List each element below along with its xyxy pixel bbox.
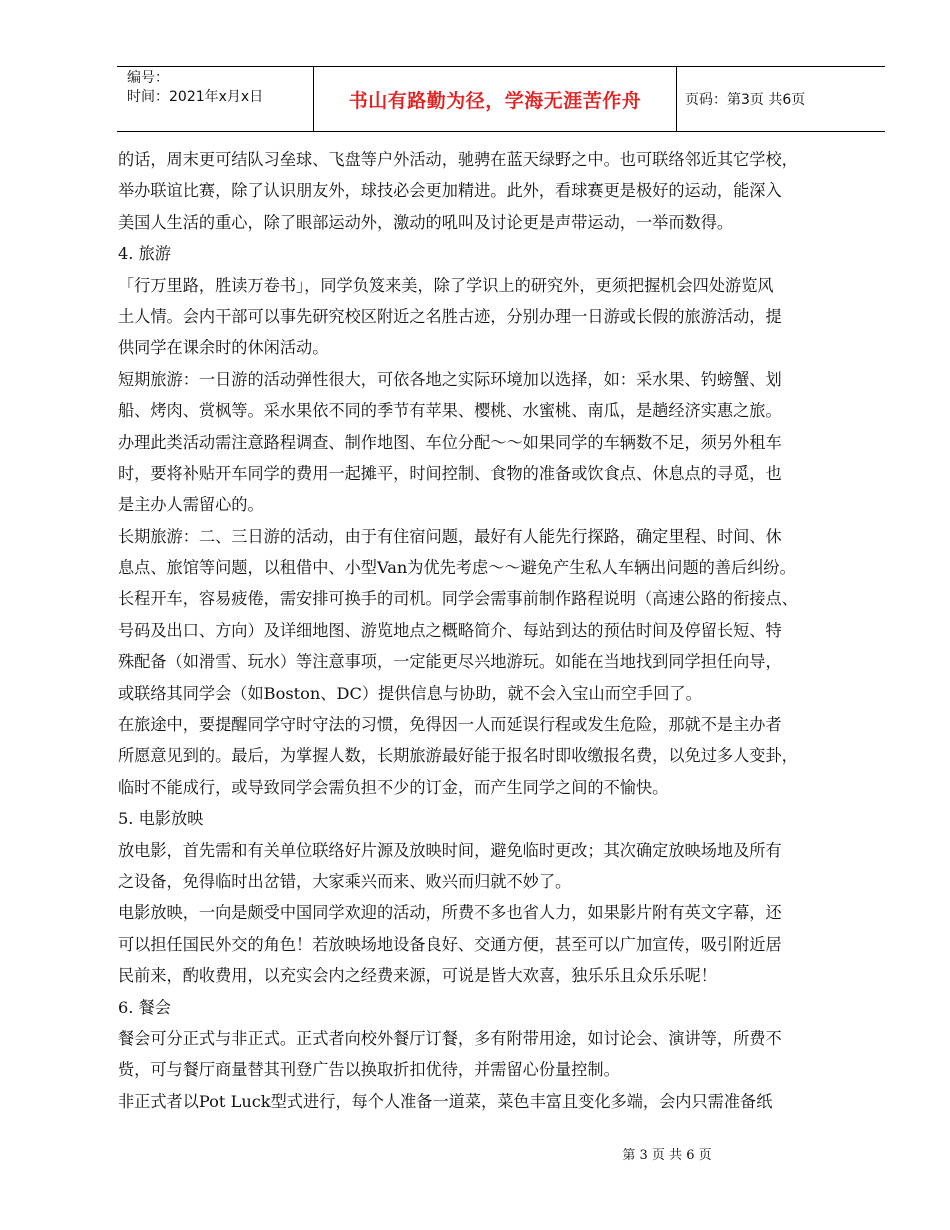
body-text-line: 短期旅游：一日游的活动弹性很大，可依各地之实际环境加以选择，如：采水果、钓螃蟹、划 [118, 369, 782, 389]
page-header [117, 66, 885, 132]
body-text-line: 美国人生活的重心，除了眼部运动外，激动的吼叫及讨论更是声带运动，一举而数得。 [118, 212, 734, 232]
header-page-code-cell [677, 67, 885, 131]
document-time-label: 时间：2021年x月x日 [127, 89, 264, 105]
body-text-line: 或联络其同学会（如Boston、DC）提供信息与协助，就不会入宝山而空手回了。 [118, 683, 702, 703]
body-text-line: 办理此类活动需注意路程调查、制作地图、车位分配～～如果同学的车辆数不足，须另外租车 [118, 432, 782, 452]
body-text-line: 4. 旅游 [118, 244, 171, 264]
body-text-line: 所愿意见到的。最后，为掌握人数，长期旅游最好能于报名时即收缴报名费，以免过多人变卦， [118, 746, 798, 766]
body-text-line: 非正式者以Pot Luck型式进行，每个人准备一道菜，菜色丰富且变化多端，会内只需准备纸 [118, 1091, 773, 1111]
document-number-label: 编号： [127, 70, 169, 86]
body-text-line: 长期旅游：二、三日游的活动，由于有住宿问题，最好有人能先行探路，确定里程、时间、休 [118, 526, 782, 546]
body-text-line: 殊配备（如滑雪、玩水）等注意事项，一定能更尽兴地游玩。如能在当地找到同学担任向导， [118, 652, 782, 672]
body-text-line: 息点、旅馆等问题，以租借中、小型Van为优先考虑～～避免产生私人车辆出问题的善后纠纷。 [118, 558, 796, 578]
body-text-line: 可以担任国民外交的角色！若放映场地设备良好、交通方便，甚至可以广加宣传，吸引附近居 [118, 934, 782, 954]
body-text-line: 电影放映，一向是颇受中国同学欢迎的活动，所费不多也省人力，如果影片附有英文字幕，还 [118, 903, 782, 923]
body-text-line: 举办联谊比赛，除了认识朋友外，球技必会更加精进。此外，看球赛更是极好的运动，能深入 [118, 181, 782, 201]
body-text-line: 时，要将补贴开车同学的费用一起摊平，时间控制、食物的准备或饮食点、休息点的寻觅，也 [118, 463, 782, 483]
body-text-line: 放电影，首先需和有关单位联络好片源及放映时间，避免临时更改；其次确定放映场地及所有 [118, 840, 782, 860]
body-text-line: 在旅途中，要提醒同学守时守法的习惯，免得因一人而延误行程或发生危险，那就不是主办者 [118, 715, 782, 735]
body-text-line: 「行万里路，胜读万卷书」，同学负笈来美，除了学识上的研究外，更须把握机会四处游览风 [118, 275, 774, 295]
body-text-line: 5. 电影放映 [118, 809, 204, 829]
body-text-line: 的话，周末更可结队习垒球、飞盘等户外活动，驰骋在蓝天绿野之中。也可联络邻近其它学校， [118, 150, 798, 169]
body-text-line: 6. 餐会 [118, 997, 171, 1017]
body-text-line: 供同学在课余时的休闲活动。 [118, 338, 329, 358]
header-motto-cell [313, 67, 677, 131]
body-text-line: 民前来，酌收费用，以充实会内之经费来源，可说是皆大欢喜，独乐乐且众乐乐呢！ [118, 966, 717, 986]
body-text-line: 餐会可分正式与非正式。正式者向校外餐厅订餐，多有附带用途，如讨论会、演讲等，所费不 [118, 1028, 782, 1048]
body-text-line: 长程开车，容易疲倦，需安排可换手的司机。同学会需事前制作路程说明（高速公路的衔接点、 [118, 589, 798, 609]
document-body [118, 144, 884, 1117]
page-footer: 第 3 页 共 6 页 [622, 1148, 712, 1163]
body-text-line: 号码及出口、方向）及详细地图、游览地点之概略简介、每站到达的预估时间及停留长短、特 [118, 620, 782, 640]
body-text-line: 船、烤肉、赏枫等。采水果依不同的季节有苹果、樱桃、水蜜桃、南瓜，是趟经济实惠之旅。 [118, 401, 782, 421]
body-text-line: 是主办人需留心的。 [118, 495, 264, 515]
body-text-line: 土人情。会内干部可以事先研究校区附近之名胜古迹，分别办理一日游或长假的旅游活动，提 [118, 306, 782, 326]
body-text-line: 之设备，免得临时出岔错，大家乘兴而来、败兴而归就不妙了。 [118, 871, 572, 891]
body-text-line: 临时不能成行，或导致同学会需负担不少的订金，而产生同学之间的不愉快。 [118, 777, 669, 797]
header-info-cell [117, 67, 313, 131]
header-page-code: 页码：第3页 共6页 [685, 92, 806, 108]
body-text-line: 赀，可与餐厅商量替其刊登广告以换取折扣优待，并需留心份量控制。 [118, 1060, 620, 1080]
header-motto: 书山有路勤为径，学海无涯苦作舟 [348, 89, 642, 112]
